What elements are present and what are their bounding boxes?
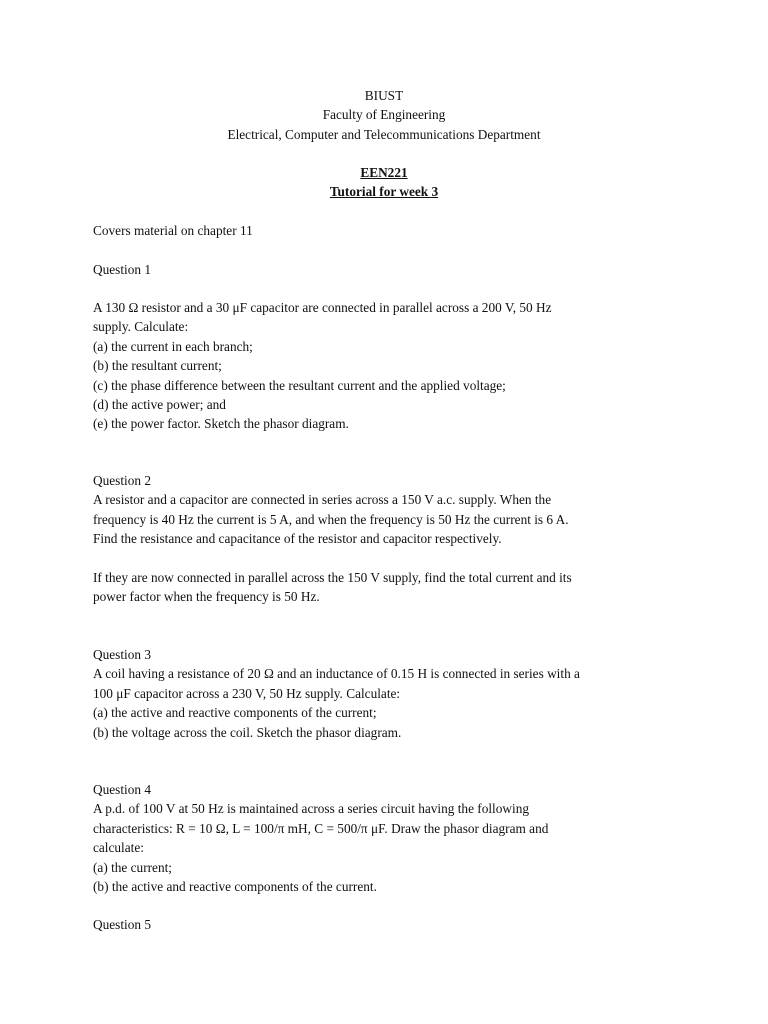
intro-paragraph <box>93 221 693 240</box>
q2-followup-line: power factor when the frequency is 50 Hz. <box>93 589 320 605</box>
q4-line: characteristics: R = 10 Ω, L = 100/π mH, C = 500/π μF. Draw the phasor diagram and <box>93 820 549 836</box>
department-name: Electrical, Computer and Telecommunications Department <box>227 126 541 142</box>
q1-line: (d) the active power; and <box>93 397 226 413</box>
course-code: EEN221 <box>360 165 408 180</box>
question-1-title: Question 1 <box>93 262 151 277</box>
q2-line: frequency is 40 Hz the current is 5 A, and when the frequency is 50 Hz the current is 6 A. <box>93 511 569 527</box>
faculty-name: Faculty of Engineering <box>322 107 446 123</box>
question-3-title: Question 3 <box>93 647 151 662</box>
q1-line: (b) the resultant current; <box>93 358 222 374</box>
course-heading <box>0 163 768 202</box>
q1-line: (c) the phase difference between the resultant current and the applied voltage; <box>93 377 506 393</box>
q3-line: (a) the active and reactive components of the current; <box>93 705 377 721</box>
q1-line: (a) the current in each branch; <box>93 338 253 354</box>
q3-line: (b) the voltage across the coil. Sketch the phasor diagram. <box>93 724 402 740</box>
tutorial-title: Tutorial for week 3 <box>329 184 439 200</box>
q1-line: (e) the power factor. Sketch the phasor diagram. <box>93 416 349 432</box>
question-2-section <box>93 471 693 549</box>
q3-line: 100 μF capacitor across a 230 V, 50 Hz supply. Calculate: <box>93 685 401 701</box>
q4-line: A p.d. of 100 V at 50 Hz is maintained across a series circuit having the following <box>93 801 529 817</box>
q4-line: (b) the active and reactive components of the current. <box>93 879 377 895</box>
q2-line: Find the resistance and capacitance of the resistor and capacitor respectively. <box>93 531 502 547</box>
q2-followup-line: If they are now connected in parallel across the 150 V supply, find the total current and its <box>93 570 572 585</box>
question-1-body <box>93 298 693 434</box>
q4-line: (a) the current; <box>93 859 172 875</box>
question-3-section <box>93 645 693 742</box>
q1-line: A 130 Ω resistor and a 30 μF capacitor are connected in parallel across a 200 V, 50 Hz <box>93 300 552 315</box>
question-1-heading <box>93 260 693 279</box>
q3-line: A coil having a resistance of 20 Ω and an inductance of 0.15 H is connected in series with a <box>93 666 580 682</box>
question-4-section <box>93 780 693 896</box>
question-2-followup <box>93 568 693 607</box>
question-2-title: Question 2 <box>93 473 151 488</box>
intro-text: Covers material on chapter 11 <box>93 223 253 238</box>
question-5-title: Question 5 <box>93 917 151 932</box>
question-4-title: Question 4 <box>93 782 151 797</box>
q4-line: calculate: <box>93 840 144 856</box>
institution-name: BIUST <box>364 88 404 103</box>
q1-line: supply. Calculate: <box>93 319 189 335</box>
question-5-section <box>93 915 693 934</box>
q2-line: A resistor and a capacitor are connected in series across a 150 V a.c. supply. When the <box>93 492 552 508</box>
document-header <box>0 86 768 144</box>
